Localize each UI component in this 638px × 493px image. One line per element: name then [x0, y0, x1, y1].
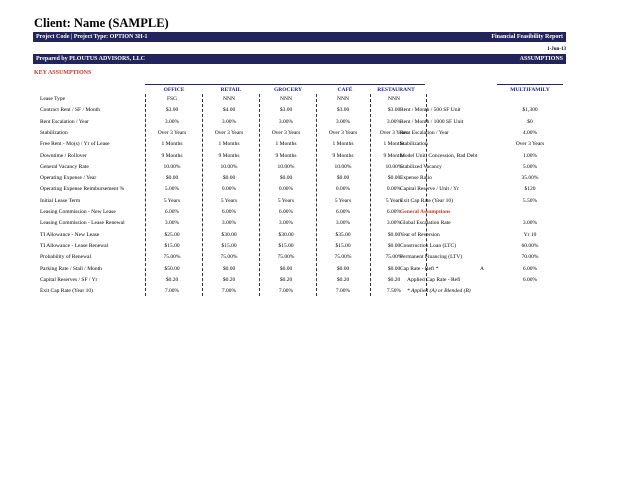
table-cell: NNN [388, 96, 400, 102]
table-cell: 3.00% [221, 118, 237, 125]
row-label: Stabilization [40, 129, 68, 136]
table-cell: 5 Years [277, 197, 295, 204]
table-cell: $0.20 [165, 276, 179, 283]
table-cell: Over 3 Years [271, 129, 301, 136]
mf-value: $0 [527, 118, 533, 125]
mf-label: Year of Reversion [400, 231, 440, 238]
mf-label: Rent Escalation / Year [400, 129, 449, 136]
table-cell: 9 Months [161, 152, 183, 159]
row-label: Exit Cap Rate (Year 10) [40, 288, 93, 295]
table-cell: $0.00 [336, 175, 350, 182]
prepared-by-bar [33, 54, 566, 64]
table-cell: 1 Months [161, 141, 183, 148]
mf-value: $1,300 [522, 107, 538, 114]
table-cell: 10.00% [220, 163, 238, 170]
table-cell: 3.00% [164, 118, 180, 125]
project-header-bar [33, 32, 566, 42]
table-cell: $25.00 [164, 231, 180, 238]
table-cell: 5 Years [163, 197, 181, 204]
table-cell: $50.00 [164, 265, 180, 272]
table-cell: $0.00 [165, 175, 179, 182]
mf-label: Stabilization [400, 141, 428, 148]
table-cell: 10.00% [334, 163, 352, 170]
table-cell: $0.00 [222, 265, 236, 272]
table-cell: 1 Months [218, 141, 240, 148]
table-cell: NNN [280, 96, 292, 102]
table-cell: 5 Years [220, 197, 238, 204]
table-cell: Over 3 Years [328, 129, 358, 136]
table-cell: 3.00% [278, 118, 294, 125]
row-label: Contract Rent / SF / Month [40, 107, 101, 114]
row-label: Parking Rate / Stall / Month [40, 265, 102, 272]
refi-flag: A [480, 265, 484, 272]
header-retail: RETAIL [202, 84, 260, 95]
table-cell: 3.00% [335, 118, 351, 125]
mf-label: General Assumptions [400, 209, 451, 215]
header-grocery: GROCERY [259, 84, 317, 95]
table-cell: 9 Months [383, 152, 405, 159]
table-cell: 3.00% [386, 118, 402, 125]
mf-value: 35.00% [521, 175, 539, 182]
mf-label: Capital Reserve / Unit / Yr [400, 186, 459, 193]
mf-value: 4.00% [522, 129, 538, 136]
table-cell: 6.00% [278, 209, 294, 215]
header-restaurant: RESTAURANT [367, 84, 425, 95]
mf-label: Model Unit; Concession, Bad Debt [400, 152, 478, 159]
table-cell: $3.00 [336, 107, 350, 114]
table-cell: 0.00% [386, 186, 402, 193]
table-cell: 10.00% [163, 163, 181, 170]
table-cell: 6.00% [386, 209, 402, 215]
table-cell: $0.00 [279, 175, 293, 182]
table-cell: 7.50% [386, 288, 402, 295]
table-cell: $0.00 [387, 175, 401, 182]
row-label: TI Allowance - New Lease [40, 231, 100, 238]
table-cell: $15.00 [164, 242, 180, 249]
mf-label: Cap Rate - Refi * [400, 265, 439, 272]
table-cell: $0.00 [387, 242, 401, 249]
mf-value: 3.00% [522, 220, 538, 227]
mf-label: Global Escalation Rate [400, 220, 451, 227]
table-cell: 75.00% [385, 254, 403, 261]
header-office: OFFICE [145, 84, 203, 95]
table-cell: 75.00% [163, 254, 181, 261]
table-cell: 1 Months [383, 141, 405, 148]
sheet-name: ASSUMPTIONS [519, 56, 563, 62]
row-label: Leasing Commission - New Lease [40, 209, 116, 215]
prepared-by: Prepared by PLOUTUS ADVISORS, LLC [36, 56, 145, 62]
table-cell: 9 Months [275, 152, 297, 159]
table-cell: $0.20 [222, 276, 236, 283]
section-title: KEY ASSUMPTIONS [34, 70, 92, 76]
table-cell: Over 3 Years [157, 129, 187, 136]
table-cell: 7.00% [335, 288, 351, 295]
table-cell: 0.00% [278, 186, 294, 193]
table-cell: 10.00% [385, 163, 403, 170]
mf-label: Rent / Month / 500 SF Unit [400, 107, 461, 114]
table-cell: 3.00% [335, 220, 351, 227]
table-cell: $3.00 [165, 107, 179, 114]
row-label: Downtime / Rollover [40, 152, 87, 159]
table-cell: NNN [337, 96, 349, 102]
table-cell: FSG [166, 96, 178, 102]
row-label: General Vacancy Rate [40, 163, 89, 170]
table-cell: $0.20 [279, 276, 293, 283]
table-cell: $0.20 [387, 276, 401, 283]
row-label: Initial Lease Term [40, 197, 81, 204]
mf-value: 60.00% [521, 242, 539, 249]
table-cell: $0.00 [387, 231, 401, 238]
mf-value: 5.50% [522, 197, 538, 204]
mf-value: Over 3 Years [515, 141, 545, 148]
table-cell: $0.00 [387, 265, 401, 272]
table-cell: $0.00 [279, 265, 293, 272]
row-label: Leasing Commission - Lease Renewal [40, 220, 125, 227]
mf-value: 5.00% [522, 163, 538, 170]
row-label: TI Allowance - Lease Renewal [40, 242, 109, 249]
table-cell: $0.00 [336, 265, 350, 272]
table-cell: 7.00% [221, 288, 237, 295]
table-cell: $0.00 [222, 175, 236, 182]
table-cell: 7.00% [278, 288, 294, 295]
mf-label: * Applied (A) or Blended (B) [407, 288, 471, 295]
report-name: Financial Feasibility Report [491, 34, 563, 40]
mf-value: 6.00% [522, 265, 538, 272]
table-cell: $30.00 [278, 231, 294, 238]
table-cell: 3.00% [386, 220, 402, 227]
table-cell: 3.00% [221, 220, 237, 227]
table-cell: 3.00% [278, 220, 294, 227]
mf-label: Stabilized Vacancy [400, 163, 442, 170]
mf-value: 1.00% [522, 152, 538, 159]
row-label: Rent Escalation / Year [40, 118, 89, 125]
table-cell: $3.00 [387, 107, 401, 114]
table-cell: $30.00 [221, 231, 237, 238]
table-cell: Over 3 Years [379, 129, 409, 136]
table-cell: 75.00% [220, 254, 238, 261]
mf-value: 6.00% [522, 276, 538, 283]
table-cell: 9 Months [218, 152, 240, 159]
table-cell: 6.00% [221, 209, 237, 215]
table-cell: $15.00 [278, 242, 294, 249]
page-title: Client: Name (SAMPLE) [34, 16, 169, 30]
table-cell: 7.00% [164, 288, 180, 295]
table-cell: 10.00% [277, 163, 295, 170]
table-cell: 9 Months [332, 152, 354, 159]
table-cell: 6.00% [164, 209, 180, 215]
table-cell: $35.00 [335, 231, 351, 238]
mf-label: Rent / Month / 1000 SF Unit [400, 118, 464, 125]
table-cell: $0.20 [336, 276, 350, 283]
header-cafe: CAFÉ [316, 84, 374, 95]
table-cell: 1 Months [332, 141, 354, 148]
table-cell: 75.00% [277, 254, 295, 261]
mf-label: Construction Loan (LTC) [400, 242, 457, 249]
table-cell: $15.00 [335, 242, 351, 249]
table-cell: $3.00 [279, 107, 293, 114]
mf-label: Exit Cap Rate (Year 10) [400, 197, 453, 204]
row-label: Operating Expense / Year [40, 175, 97, 182]
project-code: Project Code | Project Type: OPTION 3H-1 [36, 34, 148, 40]
table-cell: 5 Years [334, 197, 352, 204]
header-multifamily: MULTIFAMILY [497, 84, 563, 95]
row-label: Probability of Renewal [40, 254, 92, 261]
table-cell: 0.00% [221, 186, 237, 193]
mf-value: Yr 10 [523, 231, 537, 238]
row-label: Free Rent - Mo(s) / Yr of Lease [40, 141, 110, 148]
row-label: Capital Reserves / SF / Yr [40, 276, 98, 283]
mf-label: Expense Ratio [400, 175, 432, 182]
table-cell: 5 Years [385, 197, 403, 204]
table-cell: 5.00% [164, 186, 180, 193]
report-date: 1-Jun-13 [547, 47, 566, 52]
mf-value: $120 [524, 186, 536, 193]
table-cell: Over 3 Years [214, 129, 244, 136]
table-cell: 3.00% [164, 220, 180, 227]
mf-label: Permanent Financing (LTV) [400, 254, 463, 261]
row-label: Lease Type [40, 96, 66, 102]
table-cell: 1 Months [275, 141, 297, 148]
table-cell: 6.00% [335, 209, 351, 215]
table-cell: NNN [223, 96, 235, 102]
row-label: Operating Expense Reimbursement % [40, 186, 125, 193]
table-cell: $4.00 [222, 107, 236, 114]
table-cell: 0.00% [335, 186, 351, 193]
table-cell: 75.00% [334, 254, 352, 261]
mf-value: 70.00% [521, 254, 539, 261]
table-cell: $15.00 [221, 242, 237, 249]
mf-label: Applied Cap Rate - Refi [407, 276, 461, 283]
